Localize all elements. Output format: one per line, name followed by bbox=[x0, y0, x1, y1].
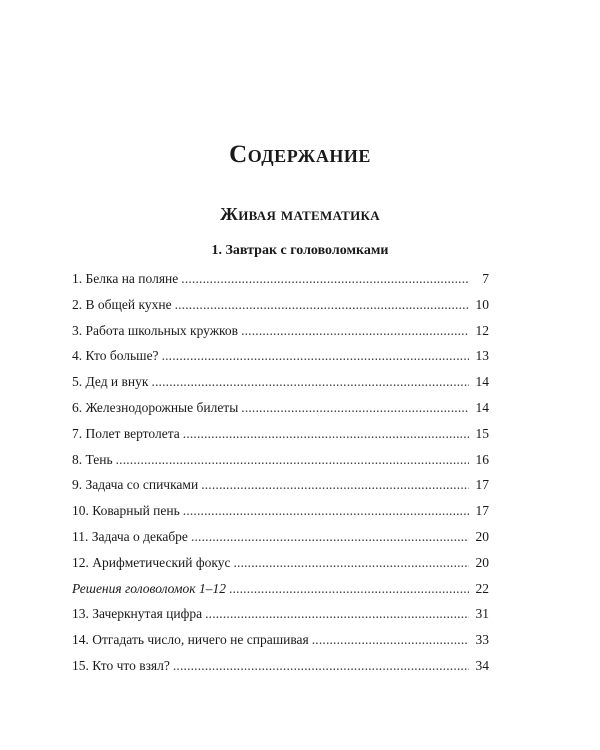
toc-entry[interactable] bbox=[72, 266, 489, 292]
toc-entry-label: 7. Полет вертолета bbox=[72, 425, 180, 441]
toc-leader-dots bbox=[162, 343, 469, 369]
toc-entry[interactable] bbox=[72, 343, 489, 369]
toc-leader-dots bbox=[183, 421, 469, 447]
toc-entry[interactable] bbox=[72, 472, 489, 498]
toc-entry-page: 14 bbox=[475, 374, 489, 390]
chapter-heading: 1. Завтрак с головоломками bbox=[211, 243, 389, 258]
toc-entry-label: 6. Железнодорожные билеты bbox=[72, 399, 239, 415]
toc-entry[interactable] bbox=[72, 498, 489, 524]
toc-entry[interactable] bbox=[72, 292, 489, 318]
toc-entry-page: 14 bbox=[475, 399, 489, 415]
toc-leader-dots bbox=[175, 292, 469, 318]
toc-entry-label: 5. Дед и внук bbox=[72, 374, 149, 390]
toc-leader-dots bbox=[312, 627, 469, 653]
toc-entry-label: 8. Тень bbox=[72, 451, 113, 467]
toc-leader-dots bbox=[233, 550, 469, 576]
toc-entry[interactable] bbox=[72, 447, 489, 473]
toc-entry-label: 2. В общей кухне bbox=[72, 296, 172, 312]
toc-entry-label: 9. Задача со спичками bbox=[72, 477, 199, 493]
toc-entry[interactable] bbox=[72, 627, 489, 653]
toc-entry[interactable] bbox=[72, 576, 489, 602]
toc-entry-label: 4. Кто больше? bbox=[72, 348, 159, 364]
section-heading: Живая математика bbox=[220, 204, 380, 224]
toc-entry-page: 34 bbox=[475, 657, 489, 673]
toc-entry[interactable] bbox=[72, 653, 489, 679]
toc-entry-label: Решения головоломок 1–12 bbox=[72, 580, 226, 596]
toc-leader-dots bbox=[201, 472, 469, 498]
toc-leader-dots bbox=[229, 576, 469, 602]
toc-leader-dots bbox=[191, 524, 469, 550]
toc-entry[interactable] bbox=[72, 369, 489, 395]
toc-entry-page: 12 bbox=[475, 322, 489, 338]
toc-entry-page: 15 bbox=[475, 425, 489, 441]
toc-entry-page: 16 bbox=[475, 451, 489, 467]
table-of-contents bbox=[72, 266, 489, 679]
toc-entry-page: 20 bbox=[475, 528, 489, 544]
toc-leader-dots bbox=[241, 318, 469, 344]
toc-entry-label: 13. Зачеркнутая цифра bbox=[72, 606, 203, 622]
toc-entry-label: 14. Отгадать число, ничего не спрашивая bbox=[72, 632, 309, 648]
toc-entry[interactable] bbox=[72, 524, 489, 550]
toc-entry[interactable] bbox=[72, 395, 489, 421]
toc-entry-page: 17 bbox=[475, 477, 489, 493]
toc-entry-page: 20 bbox=[475, 554, 489, 570]
toc-entry-label: 10. Коварный пень bbox=[72, 503, 180, 519]
toc-entry-label: 1. Белка на поляне bbox=[72, 271, 179, 286]
toc-entry-label: 12. Арифметический фокус bbox=[72, 554, 231, 570]
toc-entry-page: 33 bbox=[475, 632, 489, 648]
toc-entry-page: 7 bbox=[482, 271, 489, 286]
toc-entry-page: 10 bbox=[475, 296, 489, 312]
toc-entry[interactable] bbox=[72, 421, 489, 447]
toc-entry-label: 15. Кто что взял? bbox=[72, 657, 170, 673]
toc-leader-dots bbox=[151, 369, 469, 395]
toc-entry[interactable] bbox=[72, 318, 489, 344]
page-title: Содержание bbox=[229, 141, 371, 168]
toc-entry-label: 11. Задача о декабре bbox=[72, 528, 188, 544]
toc-entry[interactable] bbox=[72, 601, 489, 627]
toc-leader-dots bbox=[183, 498, 469, 524]
toc-entry-page: 22 bbox=[475, 580, 489, 596]
toc-entry-page: 31 bbox=[475, 606, 489, 622]
toc-leader-dots bbox=[173, 653, 469, 679]
toc-leader-dots bbox=[116, 447, 469, 473]
toc-leader-dots bbox=[205, 601, 469, 627]
toc-entry-page: 17 bbox=[475, 503, 489, 519]
toc-entry-page: 13 bbox=[475, 348, 489, 364]
toc-leader-dots bbox=[181, 266, 469, 292]
toc-leader-dots bbox=[241, 395, 469, 421]
toc-entry[interactable] bbox=[72, 550, 489, 576]
toc-entry-label: 3. Работа школьных кружков bbox=[72, 322, 239, 338]
